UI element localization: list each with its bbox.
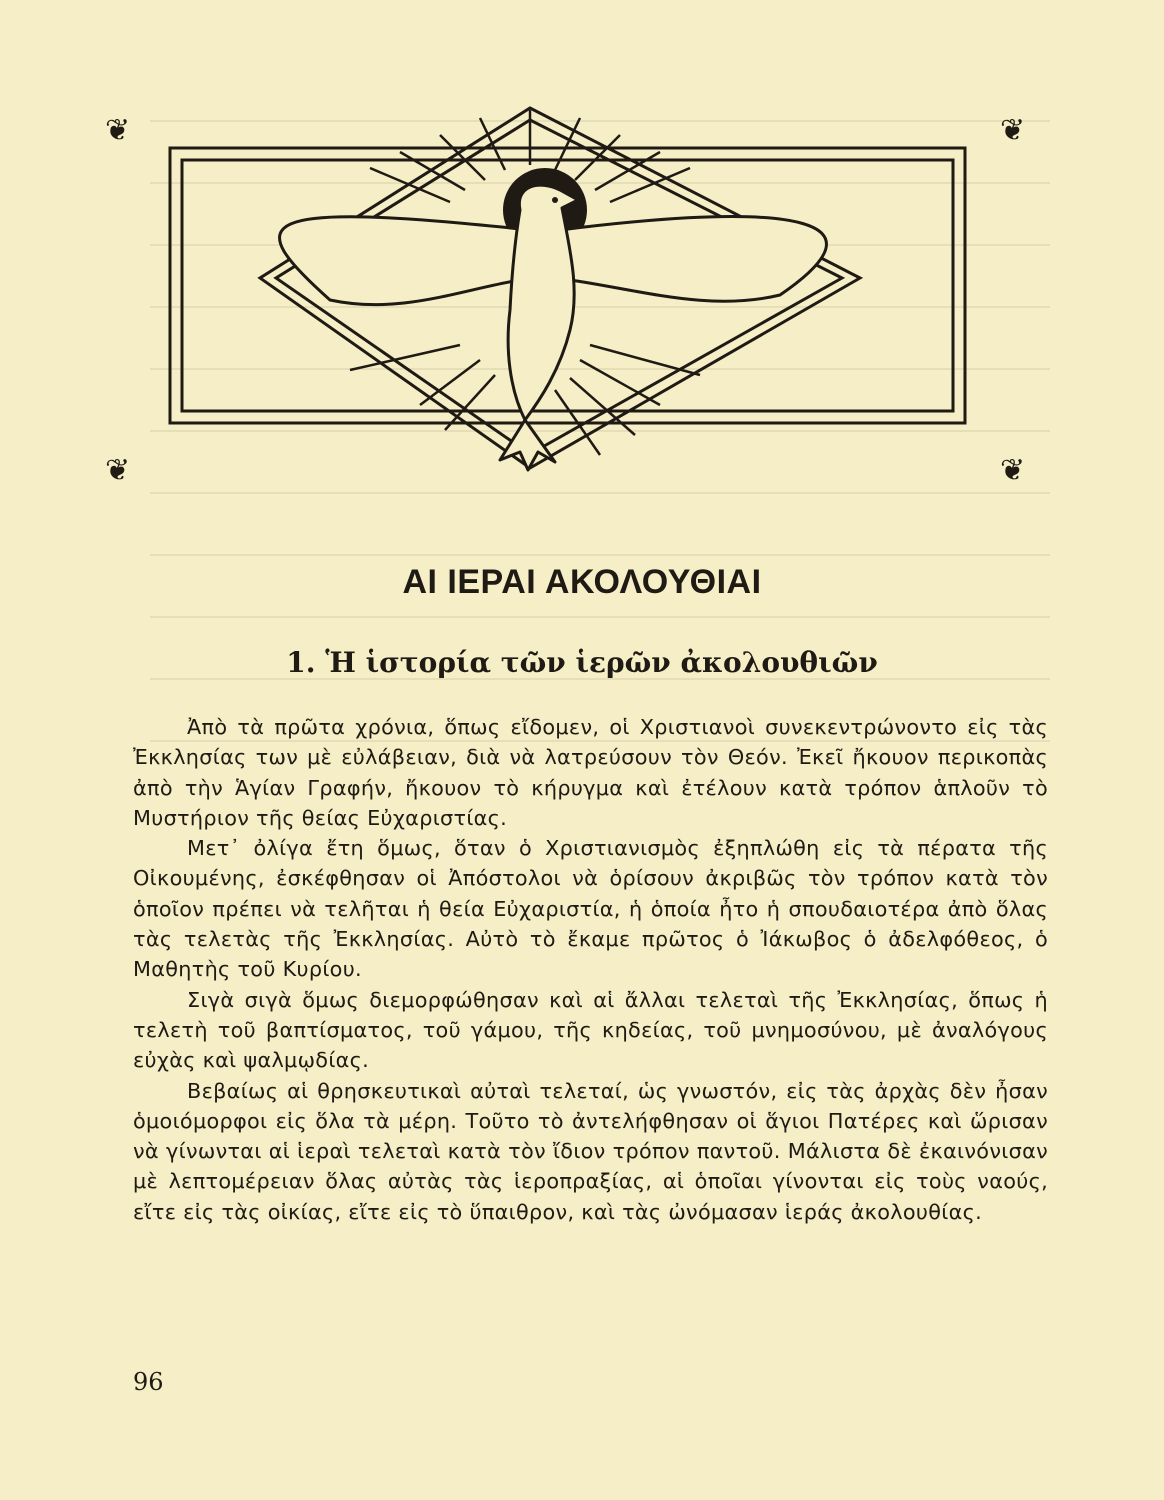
fleuron-ornament-icon: ❦ bbox=[1000, 113, 1026, 148]
fleuron-ornament-icon: ❦ bbox=[1000, 453, 1026, 488]
fleuron-ornament-icon: ❦ bbox=[105, 113, 131, 148]
body-text bbox=[133, 712, 1048, 1227]
dove-emblem-icon bbox=[100, 90, 1050, 510]
paragraph: Σιγὰ σιγὰ ὅμως διεμορφώθησαν καὶ αἱ ἄλλαι τελεταὶ τῆς Ἐκκλησίας, ὅπως ἡ τελετὴ τοῦ βαπτίσματος, τοῦ γάμου, τῆς κηδείας, τοῦ μνημοσύνου, μὲ ἀναλόγους εὐχὰς καὶ ψαλμῳδίας. bbox=[133, 987, 1048, 1073]
section-title: Ἡ ἱστορία τῶν ἱερῶν ἀκολουθιῶν bbox=[325, 646, 878, 679]
page-title: ΑΙ ΙΕΡΑΙ ΑΚΟΛΟΥΘΙΑΙ bbox=[402, 563, 762, 601]
fleuron-ornament-icon: ❦ bbox=[105, 453, 131, 488]
paragraph: Βεβαίως αἱ θρησκευτικαὶ αὐταὶ τελεταί, ὡς γνωστόν, εἰς τὰς ἀρχὰς δὲν ἦσαν ὁμοιόμορφοι εἰς ὅλα τὰ μέρη. Τοῦτο τὸ ἀντελήφθησαν οἱ ἅγιοι Πατέρες καὶ ὥρισαν νὰ γίνωνται αἱ ἱεραὶ τελεταὶ κατὰ τὸν ἴδιον τρόπον παντοῦ. Μάλιστα δὲ ἐκαινόνισαν μὲ λεπτομέρειαν ὅλας αὐτὰς τὰς ἱεροπραξίας, αἱ ὁποῖαι γίνονται εἰς τοὺς ναούς, εἴτε εἰς τὰς οἰκίας, εἴτε εἰς τὸ ὕπαιθρον, καὶ τὰς ὠνόμασαν ἱεράς ἀκολουθίας. bbox=[133, 1078, 1048, 1224]
section-heading bbox=[0, 646, 1164, 679]
section-number: 1. bbox=[286, 646, 316, 679]
paragraph: Μετ᾽ ὀλίγα ἔτη ὅμως, ὅταν ὁ Χριστιανισμὸς ἐξηπλώθη εἰς τὰ πέρατα τῆς Οἰκουμένης, ἐσκέφθησαν οἱ Ἀπόστολοι νὰ ὁρίσουν ἀκριβῶς τὸν τρόπον κατὰ τὸν ὁποῖον πρέπει νὰ τελῆται ἡ θεία Εὐχαριστία, ἡ ὁποία ἦτο ἡ σπουδαιοτέρα ἀπὸ ὅλας τὰς τελετὰς τῆς Ἐκκλησίας. Αὐτὸ τὸ ἔκαμε πρῶτος ὁ Ἰάκωβος ὁ ἀδελφόθεος, ὁ Μαθητὴς τοῦ Κυρίου. bbox=[133, 836, 1048, 982]
paragraph: Ἀπὸ τὰ πρῶτα χρόνια, ὅπως εἴδομεν, οἱ Χριστιανοὶ συνεκεντρώνοντο εἰς τὰς Ἐκκλησίας των μὲ εὐλάβειαν, διὰ νὰ λατρεύσουν τὸν Θεόν. Ἐκεῖ ἤκουον περικοπὰς ἀπὸ τὴν Ἁγίαν Γραφήν, ἤκουον τὸ κήρυγμα καὶ ἐτέλουν κατὰ τρόπον ἁπλοῦν τὸ Μυστήριον τῆς θείας Εὐχαριστίας. bbox=[133, 715, 1048, 830]
page-number: 96 bbox=[133, 1368, 164, 1396]
